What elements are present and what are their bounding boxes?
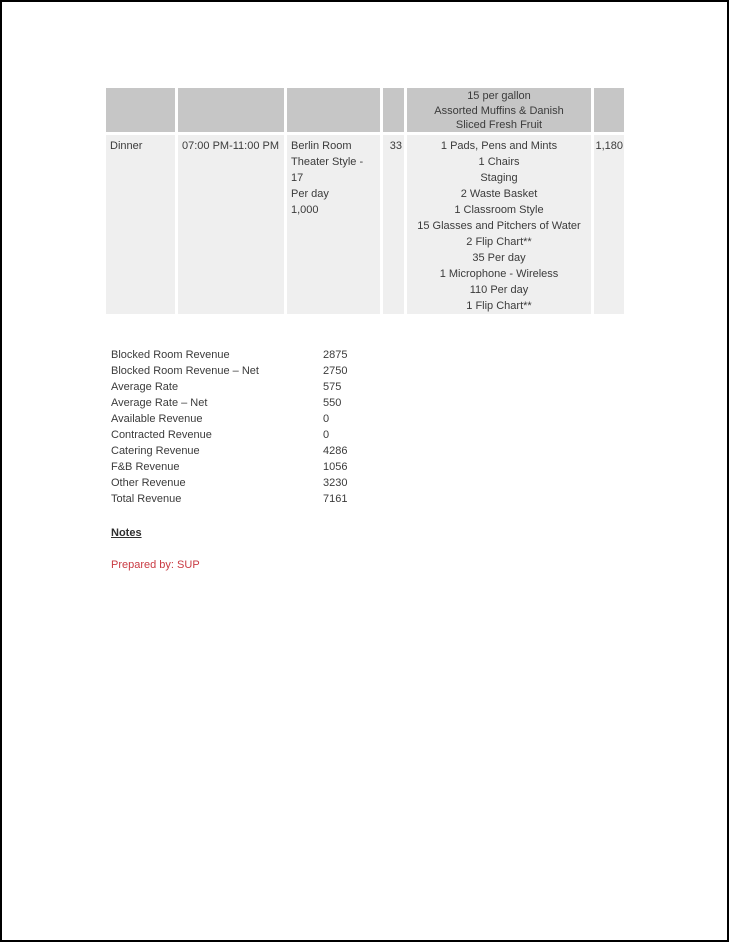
prepared-by-note: Prepared by: SUP [111,559,200,571]
items-cell [407,135,591,314]
room-cell [287,135,380,314]
revenue-row [111,363,347,379]
item-line: Staging [480,172,518,184]
revenue-row [111,379,347,395]
item-line: 1 Flip Chart** [466,300,532,312]
room-line: Theater Style - [291,156,364,168]
revenue-value: 575 [323,381,342,393]
item-line: 35 Per day [472,252,526,264]
revenue-row [111,459,347,475]
header-cell-amount [594,88,624,132]
room-line: Per day [291,188,329,200]
item-line: 2 Waste Basket [460,188,538,200]
revenue-row [111,395,347,411]
revenue-label: Total Revenue [111,493,182,505]
amount-cell: 1,180 [594,135,624,314]
room-line: 1,000 [291,204,319,216]
header-cell-time [178,88,284,132]
item-line: 1 Pads, Pens and Mints [440,140,558,152]
room-line: 17 [291,172,304,184]
time-cell: 07:00 PM-11:00 PM [178,135,284,314]
attendees-cell: 33 [383,135,404,314]
revenue-label: Other Revenue [111,477,186,489]
header-cell-menu [407,88,591,132]
item-line: 1 Classroom Style [454,204,544,216]
revenue-value: 2875 [323,349,348,361]
revenue-row [111,347,347,363]
meal-cell: Dinner [106,135,175,314]
revenue-label: Catering Revenue [111,445,200,457]
revenue-label: Blocked Room Revenue [111,349,230,361]
item-line: 1 Microphone - Wireless [439,268,559,280]
notes-heading: Notes [111,527,142,539]
header-cell-attendees [383,88,404,132]
revenue-value: 4286 [323,445,348,457]
revenue-row [111,411,347,427]
revenue-value: 0 [323,429,330,441]
menu-line: Sliced Fresh Fruit [455,119,543,131]
revenue-value: 0 [323,413,330,425]
revenue-row [111,443,347,459]
header-cell-room [287,88,380,132]
menu-line: 15 per gallon [467,90,531,102]
revenue-value: 3230 [323,477,348,489]
revenue-label: Blocked Room Revenue – Net [111,365,259,377]
revenue-row [111,427,347,443]
menu-line: Assorted Muffins & Danish [434,104,564,117]
revenue-row [111,475,347,491]
revenue-label: F&B Revenue [111,461,180,473]
event-table [106,88,624,314]
revenue-value: 2750 [323,365,348,377]
room-line: Berlin Room [291,140,352,152]
revenue-row [111,491,347,507]
revenue-label: Average Rate – Net [111,397,208,409]
header-cell-meal [106,88,175,132]
item-line: 1 Chairs [478,156,520,168]
revenue-label: Average Rate [111,381,179,393]
revenue-value: 1056 [323,461,348,473]
item-line: 15 Glasses and Pitchers of Water [417,220,581,232]
revenue-value: 7161 [323,493,348,505]
item-line: 110 Per day [469,284,529,296]
revenue-label: Available Revenue [111,413,203,425]
revenue-summary [111,347,347,507]
revenue-label: Contracted Revenue [111,429,212,441]
item-line: 2 Flip Chart** [466,236,532,248]
revenue-value: 550 [323,397,342,409]
